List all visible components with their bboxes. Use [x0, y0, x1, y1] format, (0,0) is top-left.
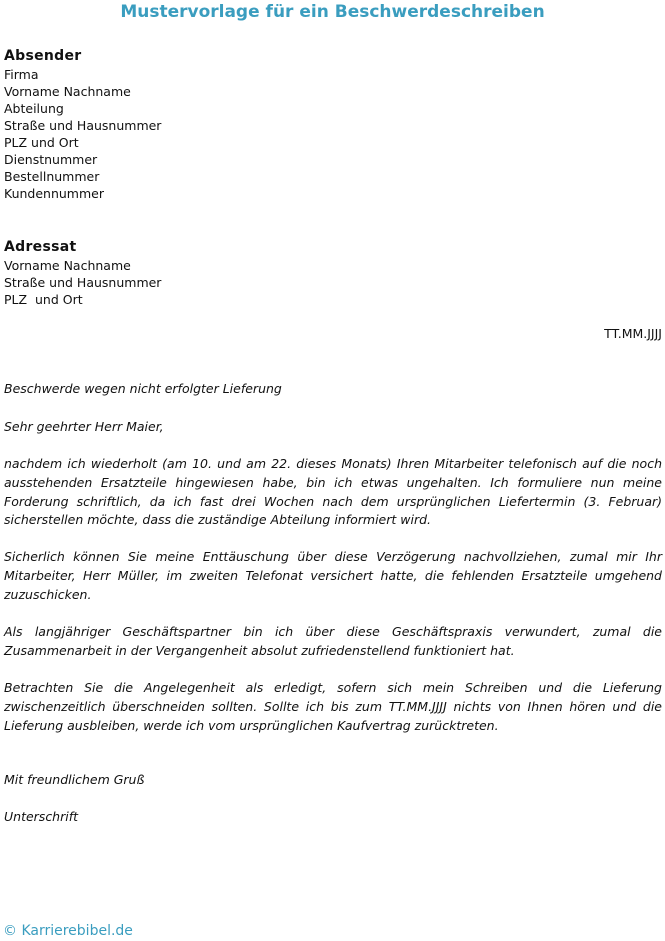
body-paragraph-3: Als langjähriger Geschäftspartner bin ich über diese Geschäftspraxis verwundert, zumal die Zusammenarbeit in der Vergangenheit absolut zufriedenstellend funktioniert hat. — [4, 624, 662, 658]
footer-copyright: © Karrierebibel.de — [3, 923, 133, 939]
sender-heading: Absender — [4, 48, 82, 64]
sender-line-service-number: Dienstnummer — [4, 152, 98, 167]
sender-line-order-number: Bestellnummer — [4, 169, 100, 184]
sender-line-company: Firma — [4, 67, 39, 82]
letter-closing: Mit freundlichem Gruß — [4, 772, 145, 787]
body-paragraph-4: Betrachten Sie die Angelegenheit als erledigt, sofern sich mein Schreiben und die Lieferung zwischenzeitlich überschneiden sollten. Sollte ich bis zum TT.MM.JJJJ nichts von Ihnen hören und die Lieferung ausbleiben, werde ich vom ursprünglichen Kaufvertrag zurücktreten. — [4, 680, 662, 733]
body-paragraph-2: Sicherlich können Sie meine Enttäuschung über diese Verzögerung nachvollziehen, zumal mir Ihr Mitarbeiter, Herr Müller, im zweiten Telefonat versichert hatte, die fehlenden Ersatzteile umgehend zuzuschicken. — [4, 549, 662, 602]
page-title: Mustervorlage für ein Beschwerdeschreiben — [120, 2, 545, 22]
recipient-block — [4, 238, 161, 308]
sender-line-street: Straße und Hausnummer — [4, 118, 162, 133]
recipient-line-street: Straße und Hausnummer — [4, 275, 162, 290]
recipient-heading: Adressat — [4, 239, 77, 255]
sender-line-name: Vorname Nachname — [4, 84, 131, 99]
letter-salutation: Sehr geehrter Herr Maier, — [4, 419, 164, 434]
letter-signature: Unterschrift — [4, 809, 79, 824]
sender-line-customer-number: Kundennummer — [4, 186, 104, 201]
letter-subject: Beschwerde wegen nicht erfolgter Lieferung — [4, 381, 282, 396]
sender-line-department: Abteilung — [4, 101, 64, 116]
body-paragraph-1: nachdem ich wiederholt (am 10. und am 22. dieses Monats) Ihren Mitarbeiter telefonisch auf die noch ausstehenden Ersatzteile hingewiesen habe, bin ich etwas ungehalten. Ich formuliere nun meine Forderung schriftlich, da ich fast drei Wochen nach dem ursprünglichen Liefertermin (3. Februar) sicherstellen möchte, dass die zuständige Abteilung informiert wird. — [4, 456, 662, 528]
letter-date: TT.MM.JJJJ — [604, 326, 662, 341]
sender-block — [4, 47, 161, 202]
recipient-line-city: PLZ und Ort — [4, 292, 83, 307]
recipient-line-name: Vorname Nachname — [4, 258, 131, 273]
sender-line-city: PLZ und Ort — [4, 135, 79, 150]
